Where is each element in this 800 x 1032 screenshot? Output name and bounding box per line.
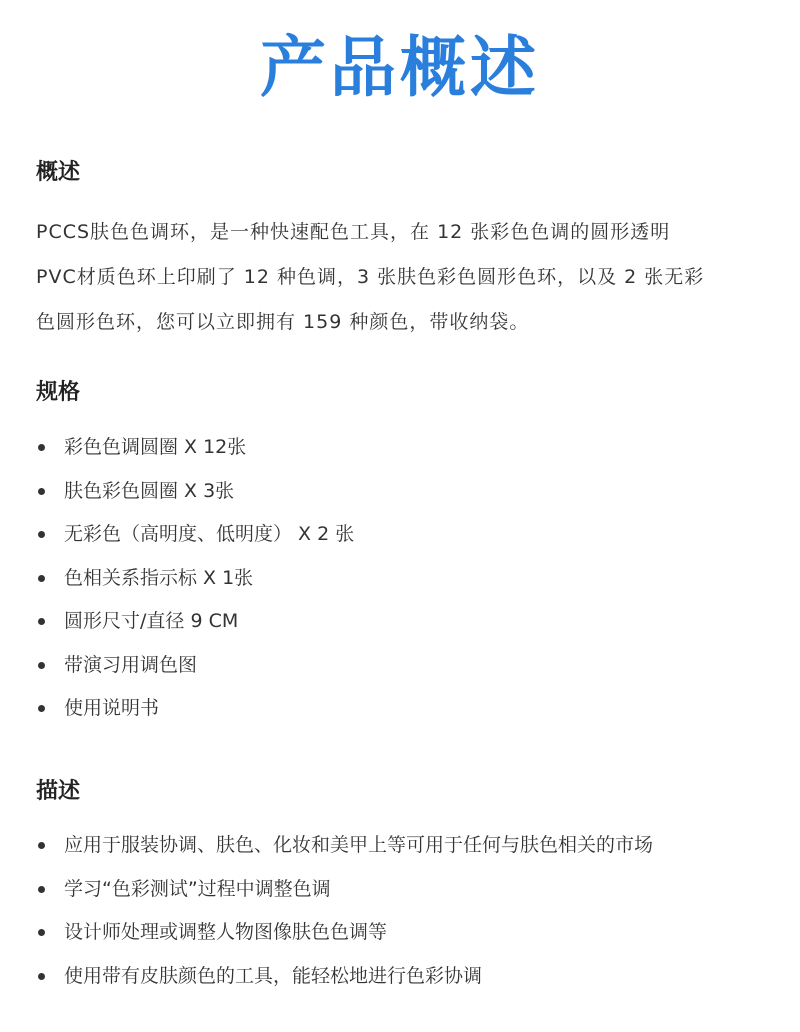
description-item-label: 设计师处理或调整人物图像肤色色调等 [64,921,388,943]
overview-paragraph [36,210,766,345]
bullet-dot-icon [38,575,45,582]
list-item [36,961,653,1005]
description-item-label: 应用于服装协调、肤色、化妆和美甲上等可用于任何与肤色相关的市场 [64,834,654,856]
list-item [36,432,354,476]
specs-item-label: 带演习用调色图 [64,653,198,676]
overview-heading: 概述 [36,160,81,185]
description-item-label: 学习“色彩测试”过程中调整色调 [64,877,331,900]
overview-line: PCCS肤色色调环，是一种快速配色工具，在 12 张彩色色调的圆形透明 [36,221,671,243]
specs-item-label: 使用说明书 [64,697,160,719]
bullet-dot-icon [38,444,45,451]
list-item [36,476,354,520]
list-item [36,830,653,874]
specs-list [36,432,354,737]
list-item [36,519,354,563]
specs-item-label: 肤色彩色圆圈 X 3张 [64,479,235,502]
bullet-dot-icon [38,488,45,495]
page-title: 产品概述 [260,29,540,106]
bullet-dot-icon [38,842,45,849]
specs-heading: 规格 [36,380,81,405]
description-list [36,830,653,1004]
specs-item-label: 圆形尺寸/直径 9 CM [64,610,239,632]
bullet-dot-icon [38,929,45,936]
bullet-dot-icon [38,973,45,980]
bullet-dot-icon [38,886,45,893]
description-heading: 描述 [36,779,81,804]
list-item [36,874,653,918]
overview-line: 色圆形色环，您可以立即拥有 159 种颜色，带收纳袋。 [36,311,530,333]
specs-item-label: 彩色色调圆圈 X 12张 [64,436,247,458]
overview-line: PVC材质色环上印刷了 12 种色调，3 张肤色彩色圆形色环，以及 2 张无彩 [36,266,705,288]
bullet-dot-icon [38,662,45,669]
list-item [36,650,354,694]
specs-item-label: 色相关系指示标 X 1张 [64,566,254,589]
bullet-dot-icon [38,705,45,712]
bullet-dot-icon [38,618,45,625]
description-item-label: 使用带有皮肤颜色的工具，能轻松地进行色彩协调 [64,964,483,987]
list-item [36,606,354,650]
list-item [36,693,354,737]
bullet-dot-icon [38,531,45,538]
specs-item-label: 无彩色（高明度、低明度） X 2 张 [64,523,355,545]
list-item [36,563,354,607]
list-item [36,917,653,961]
